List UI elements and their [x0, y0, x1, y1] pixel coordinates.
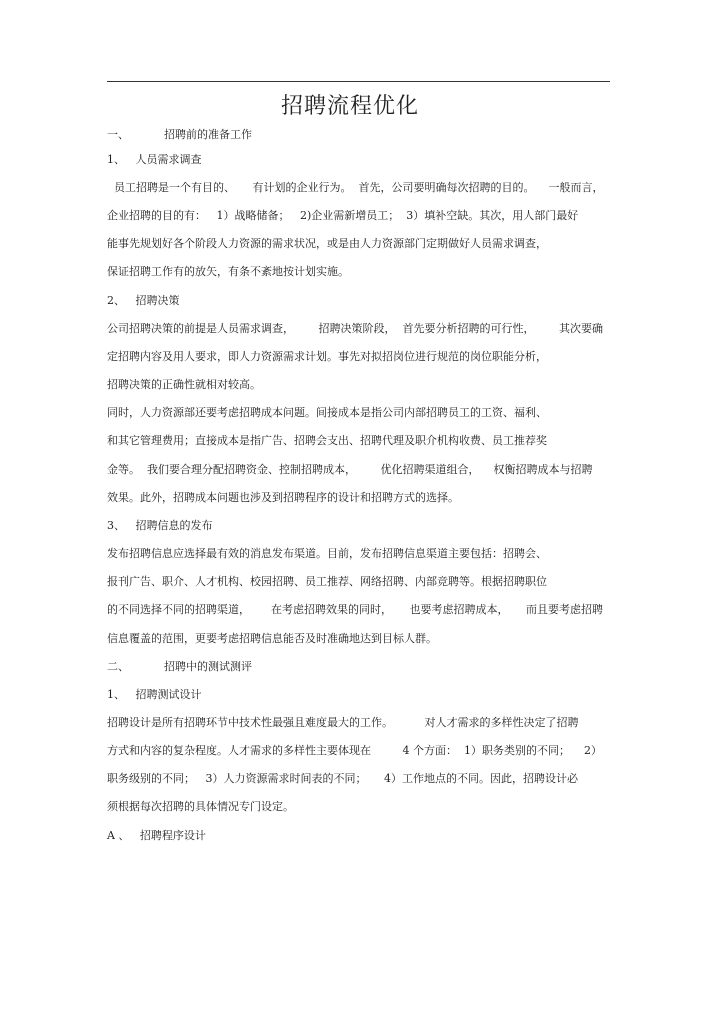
paragraph-line: 职务级别的不同； 3）人力资源需求时间表的不同； 4）工作地点的不同。因此，招聘设计必 [107, 772, 578, 785]
paragraph-line: 定招聘内容及用人要求，即人力资源需求计划。事先对拟招岗位进行规范的岗位职能分析， [107, 350, 547, 363]
paragraph-line: 报刊广告、职介、人才机构、校园招聘、员工推荐、网络招聘、内部竞聘等。根据招聘职位 [107, 575, 547, 588]
subsection-heading: 3、 招聘信息的发布 [107, 519, 213, 532]
paragraph-line: 信息覆盖的范围，更要考虑招聘信息能否及时准确地达到目标人群。 [107, 632, 437, 645]
paragraph-line: 金等。 我们要合理分配招聘资金、控制招聘成本， 优化招聘渠道组合， 权衡招聘成本与招聘 [107, 463, 593, 476]
paragraph-line: 能事先规划好各个阶段人力资源的需求状况，或是由人力资源部门定期做好人员需求调查， [107, 237, 547, 250]
paragraph-line: 须根据每次招聘的具体情况专门设定。 [107, 800, 294, 813]
subsection-heading: A 、 招聘程序设计 [107, 829, 206, 842]
document-title: 招聘流程优化 [280, 94, 419, 119]
paragraph-line: 方式和内容的复杂程度。人才需求的多样性主要体现在 4 个方面： 1）职务类别的不同； 2） [107, 744, 602, 757]
paragraph-line: 和其它管理费用；直接成本是指广告、招聘会支出、招聘代理及职介机构收费、员工推荐奖 [107, 434, 547, 447]
paragraph-line: 发布招聘信息应选择最有效的消息发布渠道。目前，发布招聘信息渠道主要包括：招聘会、 [107, 547, 547, 560]
section-heading: 二、 招聘中的测试测评 [107, 660, 252, 673]
subsection-heading: 2、 招聘决策 [107, 294, 180, 307]
paragraph-line: 同时，人力资源部还要考虑招聘成本问题。间接成本是指公司内部招聘员工的工资、福利、 [107, 406, 547, 419]
section-heading: 一、 招聘前的准备工作 [107, 128, 252, 141]
paragraph-line: 的不同选择不同的招聘渠道， 在考虑招聘效果的同时， 也要考虑招聘成本， 而且要考虑招聘 [107, 603, 603, 616]
paragraph-line: 效果。此外，招聘成本问题也涉及到招聘程序的设计和招聘方式的选择。 [107, 491, 459, 504]
paragraph-line: 招聘设计是所有招聘环节中技术性最强且难度最大的工作。 对人才需求的多样性决定了招聘 [107, 716, 579, 729]
subsection-heading: 1、 招聘测试设计 [107, 688, 202, 701]
paragraph-line: 员工招聘是一个有目的、 有计划的企业行为。 首先，公司要明确每次招聘的目的。 一般而言， [107, 181, 604, 194]
header-rule [107, 81, 610, 82]
paragraph-line: 企业招聘的目的有： 1）战略储备； 2)企业需新增员工； 3）填补空缺。其次，用人部门最好 [107, 209, 579, 222]
paragraph-line: 公司招聘决策的前提是人员需求调查， 招聘决策阶段， 首先要分析招聘的可行性， 其次要确 [107, 322, 603, 335]
paragraph-line: 招聘决策的正确性就相对较高。 [107, 378, 261, 391]
paragraph-line: 保证招聘工作有的放矢，有条不紊地按计划实施。 [107, 265, 349, 278]
subsection-heading: 1、 人员需求调查 [107, 153, 202, 166]
